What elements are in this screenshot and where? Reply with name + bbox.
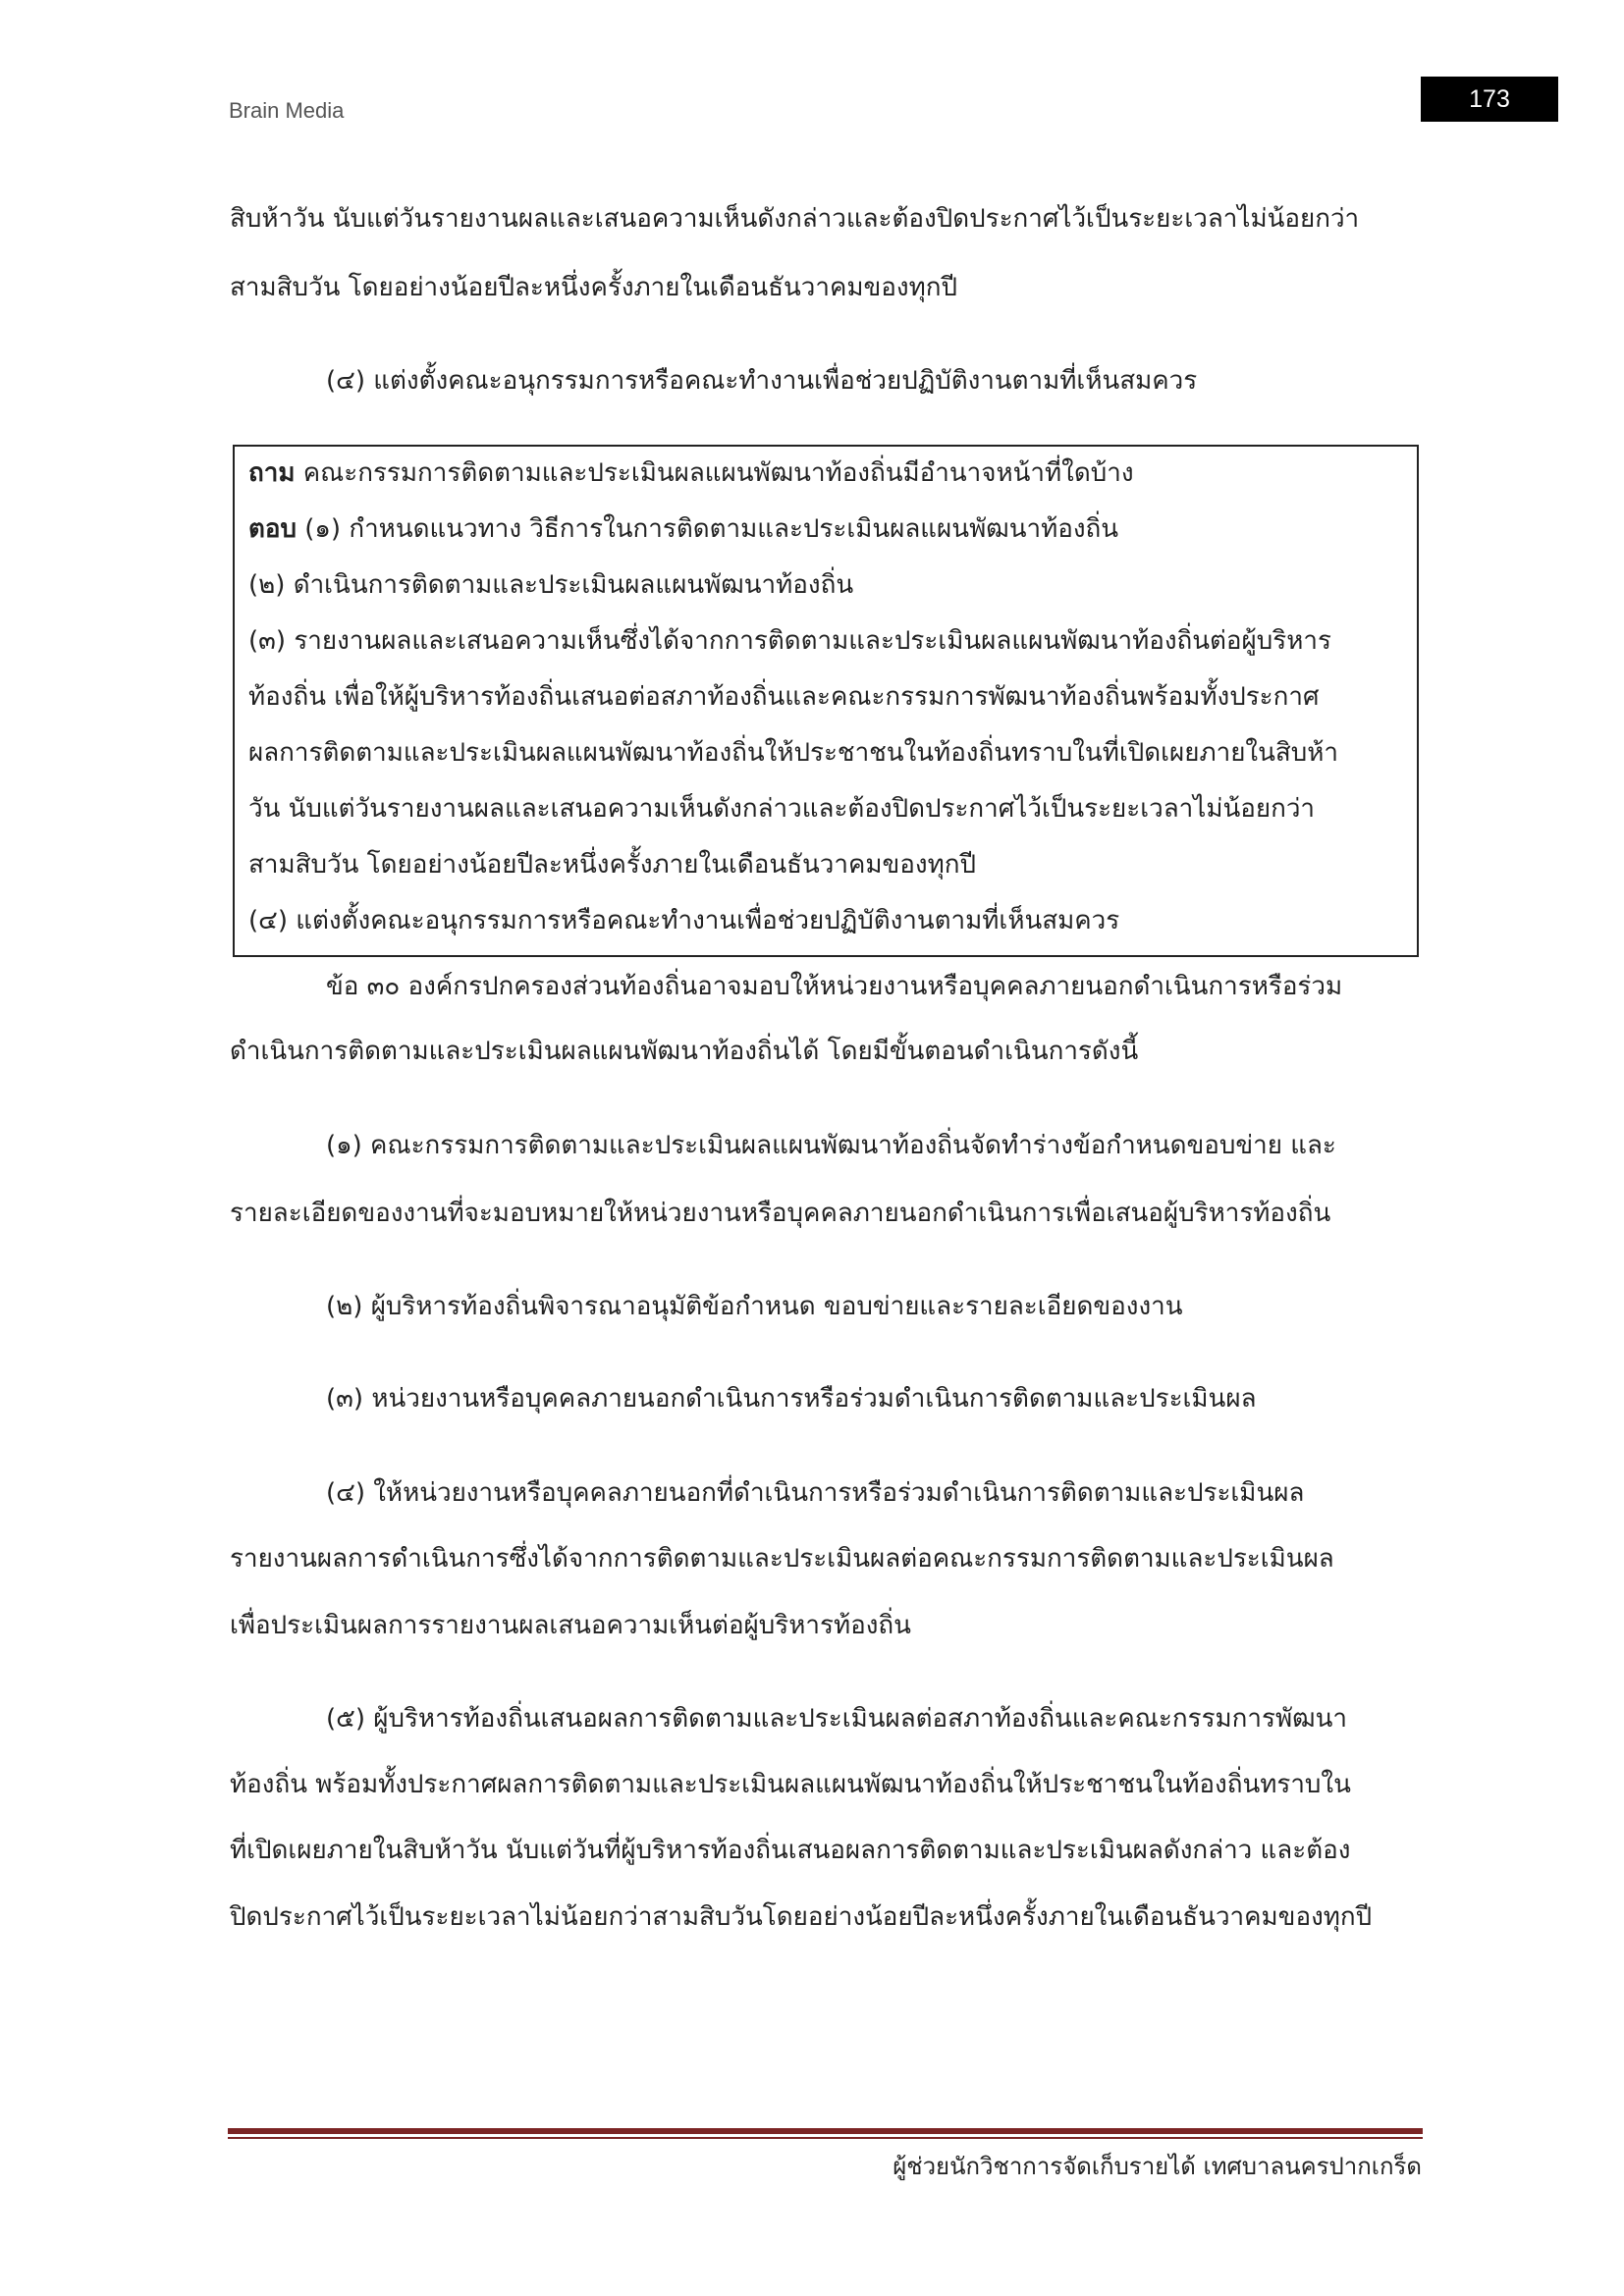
qa-line: ท้องถิ่น เพื่อให้ผู้บริหารท้องถิ่นเสนอต่อสภาท้องถิ่นและคณะกรรมการพัฒนาท้องถิ่นพร้อมทั้งประกาศ — [248, 682, 1320, 712]
step-5-line: (๕) ผู้บริหารท้องถิ่นเสนอผลการติดตามและประเมินผลต่อสภาท้องถิ่นและคณะกรรมการพัฒนา — [326, 1704, 1347, 1734]
answer-text: (๑) กำหนดแนวทาง วิธีการในการติดตามและประเมินผลแผนพัฒนาท้องถิ่น — [297, 514, 1119, 544]
step-4-line: (๔) ให้หน่วยงานหรือบุคคลภายนอกที่ดำเนินการหรือร่วมดำเนินการติดตามและประเมินผล — [326, 1478, 1305, 1508]
body-line: สิบห้าวัน นับแต่วันรายงานผลและเสนอความเห็นดังกล่าวและต้องปิดประกาศไว้เป็นระยะเวลาไม่น้อยกว่า — [230, 204, 1360, 234]
step-1-line: (๑) คณะกรรมการติดตามและประเมินผลแผนพัฒนาท้องถิ่นจัดทำร่างข้อกำหนดขอบข่าย และ — [326, 1131, 1336, 1160]
step-5-line: ท้องถิ่น พร้อมทั้งประกาศผลการติดตามและประเมินผลแผนพัฒนาท้องถิ่นให้ประชาชนในท้องถิ่นทราบใน — [230, 1770, 1351, 1799]
qa-question — [248, 455, 1134, 491]
running-header: Brain Media — [229, 98, 345, 123]
qa-line: สามสิบวัน โดยอย่างน้อยปีละหนึ่งครั้งภายในเดือนธันวาคมของทุกปี — [248, 850, 976, 880]
list-item: (๔) แต่งตั้งคณะอนุกรรมการหรือคณะทำงานเพื่อช่วยปฏิบัติงานตามที่เห็นสมควร — [326, 366, 1198, 396]
question-label: ถาม — [248, 458, 296, 488]
article-30-line: ดำเนินการติดตามและประเมินผลแผนพัฒนาท้องถิ่นได้ โดยมีขั้นตอนดำเนินการดังนี้ — [230, 1037, 1139, 1066]
page-number: 173 — [1469, 84, 1510, 113]
footer-rule — [228, 2128, 1423, 2139]
step-5-line: ที่เปิดเผยภายในสิบห้าวัน นับแต่วันที่ผู้บริหารท้องถิ่นเสนอผลการติดตามและประเมินผลดังกล่าว และต้อง — [230, 1836, 1351, 1865]
step-5-line: ปิดประกาศไว้เป็นระยะเวลาไม่น้อยกว่าสามสิบวันโดยอย่างน้อยปีละหนึ่งครั้งภายในเดือนธันวาคมของทุกปี — [230, 1902, 1373, 1932]
answer-label: ตอบ — [248, 514, 298, 544]
qa-answer — [248, 511, 1118, 547]
step-4-line: รายงานผลการดำเนินการซึ่งได้จากการติดตามและประเมินผลต่อคณะกรรมการติดตามและประเมินผล — [230, 1544, 1334, 1574]
qa-line: วัน นับแต่วันรายงานผลและเสนอความเห็นดังกล่าวและต้องปิดประกาศไว้เป็นระยะเวลาไม่น้อยกว่า — [248, 794, 1316, 824]
qa-line: ผลการติดตามและประเมินผลแผนพัฒนาท้องถิ่นให้ประชาชนในท้องถิ่นทราบในที่เปิดเผยภายในสิบห้า — [248, 738, 1339, 768]
footer-rule-thin — [228, 2137, 1423, 2139]
step-2-line: (๒) ผู้บริหารท้องถิ่นพิจารณาอนุมัติข้อกำหนด ขอบข่ายและรายละเอียดของงาน — [326, 1292, 1183, 1321]
footer-rule-thick — [228, 2128, 1423, 2134]
step-3-line: (๓) หน่วยงานหรือบุคคลภายนอกดำเนินการหรือร่วมดำเนินการติดตามและประเมินผล — [326, 1384, 1257, 1414]
qa-line: (๒) ดำเนินการติดตามและประเมินผลแผนพัฒนาท้องถิ่น — [248, 570, 854, 600]
step-1-line: รายละเอียดของงานที่จะมอบหมายให้หน่วยงานหรือบุคคลภายนอกดำเนินการเพื่อเสนอผู้บริหารท้องถิ่น — [230, 1199, 1331, 1228]
qa-line: (๔) แต่งตั้งคณะอนุกรรมการหรือคณะทำงานเพื่อช่วยปฏิบัติงานตามที่เห็นสมควร — [248, 906, 1120, 935]
article-30-line: ข้อ ๓๐ องค์กรปกครองส่วนท้องถิ่นอาจมอบให้หน่วยงานหรือบุคคลภายนอกดำเนินการหรือร่วม — [326, 972, 1343, 1001]
step-4-line: เพื่อประเมินผลการรายงานผลเสนอความเห็นต่อผู้บริหารท้องถิ่น — [230, 1611, 911, 1640]
body-line: สามสิบวัน โดยอย่างน้อยปีละหนึ่งครั้งภายในเดือนธันวาคมของทุกปี — [230, 273, 957, 302]
question-text: คณะกรรมการติดตามและประเมินผลแผนพัฒนาท้องถิ่นมีอำนาจหน้าที่ใดบ้าง — [295, 458, 1134, 488]
qa-line: (๓) รายงานผลและเสนอความเห็นซึ่งได้จากการติดตามและประเมินผลแผนพัฒนาท้องถิ่นต่อผู้บริหาร — [248, 626, 1331, 656]
page-number-badge — [1421, 77, 1558, 122]
footer-text: ผู้ช่วยนักวิชาการจัดเก็บรายได้ เทศบาลนครปากเกร็ด — [893, 2153, 1422, 2180]
